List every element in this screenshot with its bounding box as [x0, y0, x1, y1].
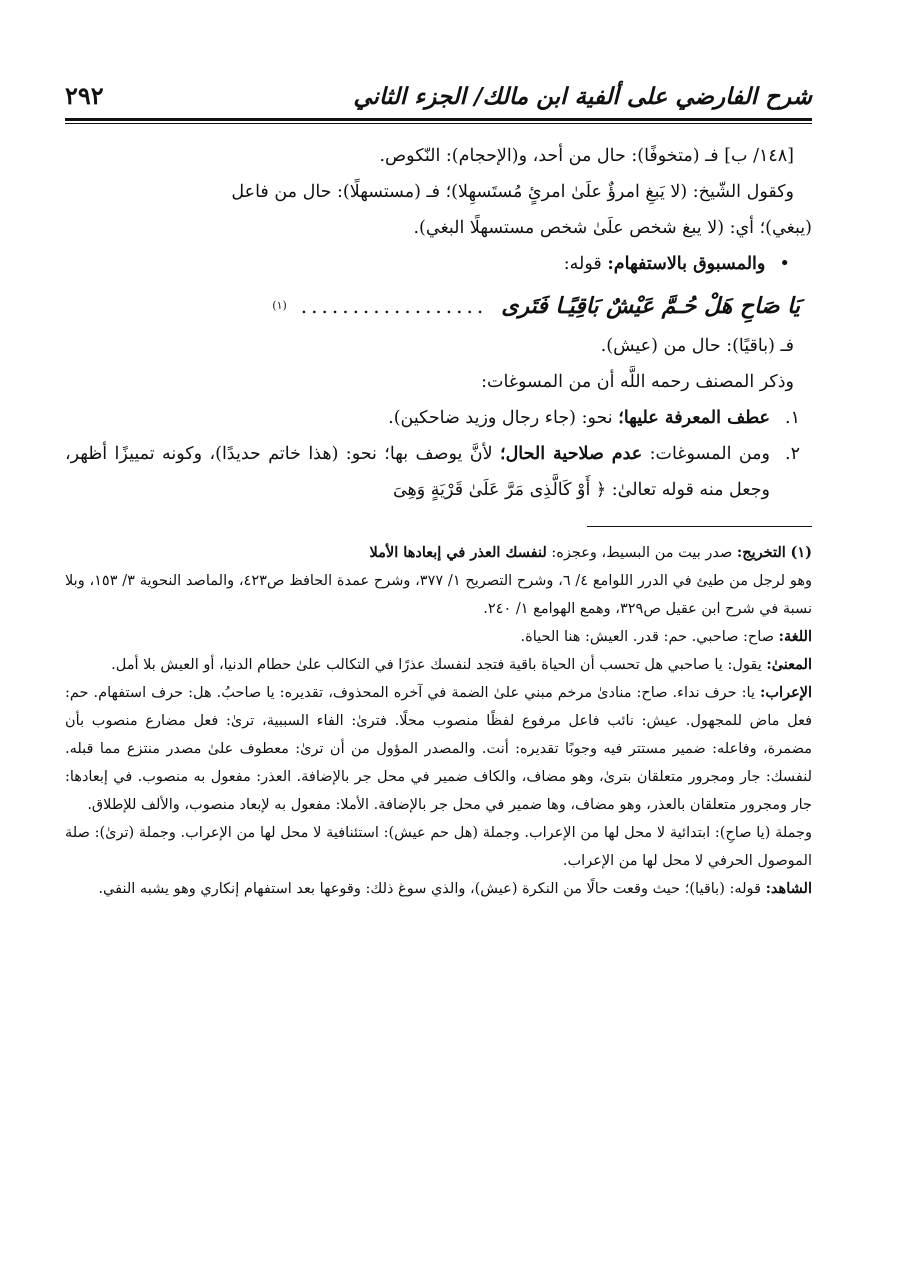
numbered-item-2 [65, 436, 812, 508]
bullet-dot-icon: • [779, 253, 790, 274]
header-rule-thick [65, 118, 812, 121]
fn1-verse-half: لنفسك العذر في إبعادها الأملا [369, 544, 547, 561]
book-page [65, 60, 812, 1231]
main-line-4: وذكر المصنف رحمه اللَّه أن من المسوغات: [481, 372, 794, 392]
main-line-2b: (يبغي)؛ أي: (لا يبغ شخص علَىٰ شخص مستسهلًا البغي). [413, 218, 812, 238]
shahid-label: الشاهد: [765, 880, 812, 897]
main-text [65, 138, 812, 508]
main-line-2a: وكقول الشّيخ: (لا يَبغِ امرؤٌ علَىٰ امرئٍ مُستَسهِلا)؛ فـ (مستسهلًا): حال من فاعل [231, 182, 794, 202]
footnote-shahid [65, 875, 812, 903]
footnote-irab [65, 679, 812, 819]
lugha-label: اللغة: [778, 628, 812, 645]
mana-label: المعنىٰ: [766, 656, 812, 673]
fn1-label: التخريج: [736, 544, 786, 561]
bullet-rest: قوله: [563, 254, 602, 274]
main-line-3: فـ (باقيًا): حال من (عيش). [600, 336, 794, 356]
verse-dots: .................. [300, 294, 488, 318]
fn1-text: صدر بيت من البسيط، وعجزه: [551, 545, 733, 561]
item-1-bold: عطف المعرفة عليها؛ [618, 408, 770, 428]
item-2-bold: عدم صلاحية الحال؛ [500, 444, 643, 464]
footnotes [65, 539, 812, 903]
irab-text: يا: حرف نداء. صاح: منادىٰ مرخم مبني علىٰ الضمة في آخره المحذوف، تقديره: يا صاحبُ. هل: حرف استفهام. حم: فعل ماض للمجهول. عيش: نائب فاعل مرفوع لفظًا منصوب محلًا. فترىٰ: الفاء السببية، ترىٰ: فعل مضارع منصوب بأن مضمرة، وفاعله: ضمير مستتر فيه وجوبًا تقديره: أنت. والمصدر المؤول من أن ترىٰ: معطوف علىٰ مصدر منتزع مما قبله. لنفسك: جار ومجرور متعلقان بترىٰ، وهو مضاف، والكاف ضمير في محل جر بالإضافة. العذر: مفعول به منصوب. في إبعادها: جار ومجرور متعلقان بالعذر، وهو مضاف، وها ضمير في محل جر بالإضافة. الأملا: مفعول به لإبعاد منصوب، والألف للإطلاق. [65, 685, 812, 813]
mana-text: يقول: يا صاحبي هل تحسب أن الحياة باقية فتجد لنفسك عذرًا في التكالب علىٰ حطام الدنيا، أو العيش بلا أمل. [111, 657, 762, 673]
verse-text: يَا صَاحِ هَلْ حُـمَّ عَيْشٌ بَاقِيًـا فَتَرى [501, 293, 800, 319]
footnote-jumla: وجملة (يا صاحِ): ابتدائية لا محل لها من الإعراب. وجملة (هل حم عيش): استئنافية لا محل لها من الإعراب. وجملة (ترىٰ): صلة الموصول الحرفي لا محل لها من الإعراب. [65, 825, 812, 869]
item-1-number: ١. [785, 408, 800, 428]
fn1-sources: وهو لرجل من طيئ في الدرر اللوامع ٤/ ٦، وشرح التصريح ١/ ٣٧٧، وشرح عمدة الحافظ ص٤٢٣، والماصد النحوية ٣/ ١٥٣، وبلا نسبة في شرح ابن عقيل ص٣٢٩، وهمع الهوامع ١/ ٢٤٠. [65, 573, 812, 617]
footnote-1 [65, 539, 812, 567]
footnote-lugha [65, 623, 812, 651]
lugha-text: صاح: صاحبي. حم: قدر. العيش: هنا الحياة. [520, 629, 775, 645]
page-header [65, 60, 812, 116]
bullet-item [65, 246, 812, 282]
running-title: شرح الفارضي على ألفية ابن مالك/ الجزء الثاني [353, 83, 812, 110]
item-1-rest: نحو: (جاء رجال وزيد ضاحكين). [388, 408, 613, 428]
verse-line [65, 288, 812, 324]
irab-label: الإعراب: [760, 684, 813, 701]
header-rule-thin [65, 123, 812, 124]
numbered-item-1 [65, 400, 812, 436]
shahid-text: قوله: (باقيا)؛ حيث وقعت حالًا من النكرة (عيش)، والذي سوغ ذلك: وقوعها بعد استفهام إنكاري وهو يشبه النفي. [98, 881, 761, 897]
item-2-number: ٢. [785, 444, 800, 464]
main-line-1: [١٤٨/ ب] فـ (متخوفًا): حال من أحد، و(الإحجام): النّكوص. [379, 146, 794, 166]
footnote-mana [65, 651, 812, 679]
footnote-separator [587, 526, 812, 527]
item-2-pre: ومن المسوغات: [649, 444, 770, 464]
bullet-label: والمسبوق بالاستفهام: [607, 254, 766, 274]
item-2-rest: لأنَّ يوصف بها؛ نحو: (هذا خاتم حديدًا)، وكونه تمييزًا أظهر، وجعل منه قوله تعالىٰ: ﴿ أَوْ كَالَّذِى مَرَّ عَلَىٰ قَرْيَةٍ وَهِىَ [65, 444, 770, 500]
verse-footnote-ref: (١) [272, 299, 287, 312]
page-number: ٢٩٢ [65, 81, 104, 110]
fn1-number: (١) [790, 544, 812, 561]
